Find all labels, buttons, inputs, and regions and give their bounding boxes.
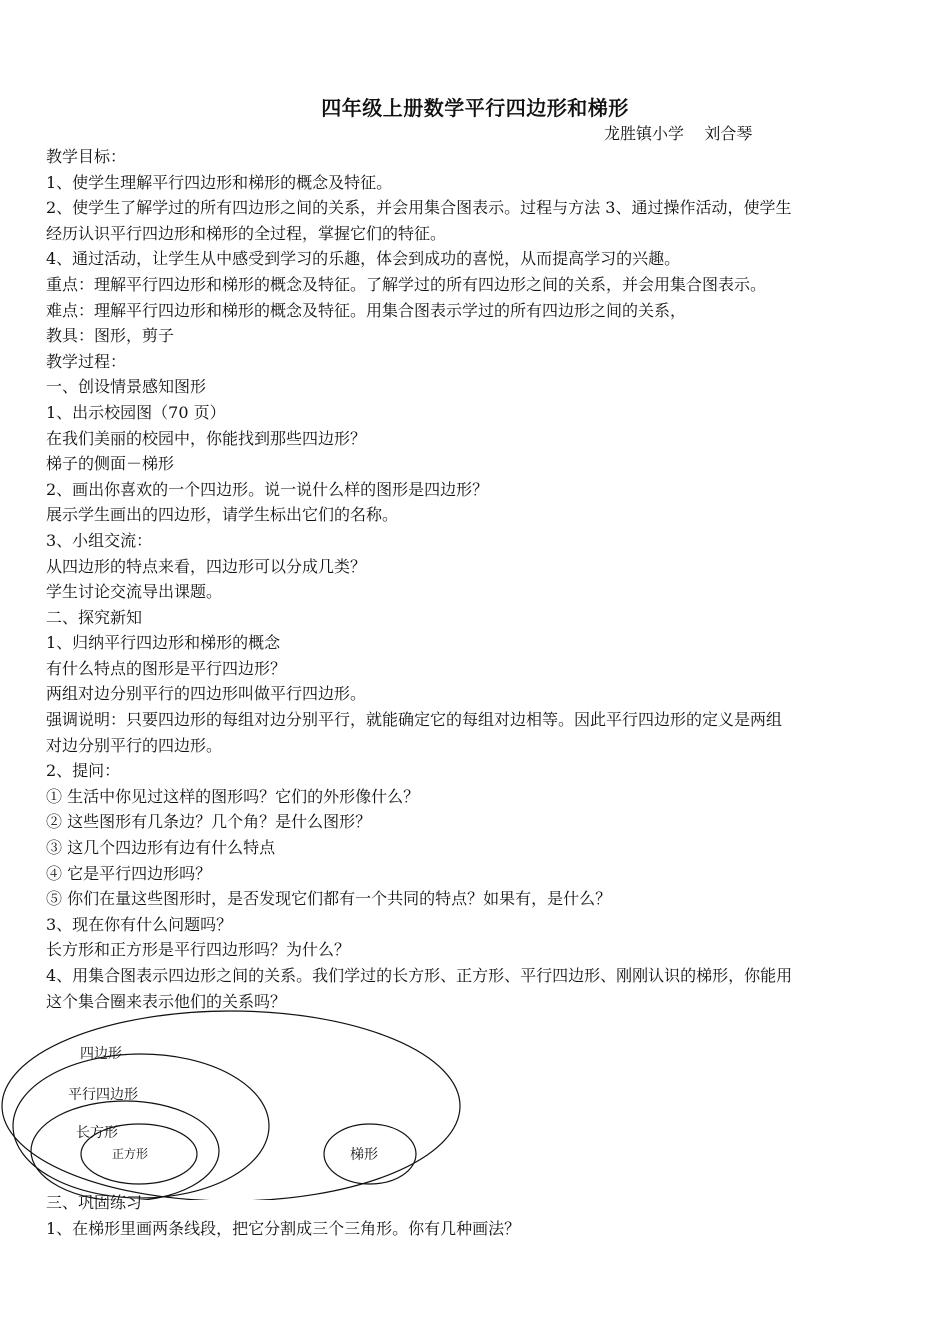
text-line: 对边分别平行的四边形。	[46, 735, 223, 755]
section-heading: 三、巩固练习	[46, 1193, 143, 1212]
text-line: 教学过程：	[46, 351, 127, 371]
exercise-section	[46, 1190, 908, 1241]
text-line: 4、用集合图表示四边形之间的关系。我们学过的长方形、正方形、平行四边形、刚刚认识的梯形，你能用	[46, 966, 793, 985]
body-text	[46, 144, 908, 1014]
text-line: 难点：理解平行四边形和梯形的概念及特征。用集合图表示学过的所有四边形之间的关系，	[46, 300, 687, 320]
quadrilateral-label: 四边形	[80, 1046, 122, 1062]
text-line: 长方形和正方形是平行四边形吗？为什么？	[46, 940, 351, 960]
text-line: 2、使学生了解学过的所有四边形之间的关系，并会用集合图表示。过程与方法 3、通过操作活动，使学生	[46, 198, 792, 218]
text-line: 教具：图形，剪子	[46, 326, 175, 346]
text-line: ④ 它是平行四边形吗？	[46, 863, 212, 883]
text-line: 二、探究新知	[46, 607, 143, 627]
text-line: ⑤ 你们在量这些图形时，是否发现它们都有一个共同的特点？如果有，是什么？	[46, 889, 612, 909]
author-line: 龙胜镇小学 刘合琴	[604, 124, 753, 143]
text-line: 2、提问：	[46, 761, 121, 781]
text-line: 3、小组交流：	[46, 530, 153, 550]
text-line: 1、归纳平行四边形和梯形的概念	[46, 633, 281, 653]
set-diagram	[0, 1000, 470, 1200]
text-line: ① 生活中你见过这样的图形吗？它们的外形像什么？	[46, 786, 420, 806]
trapezoid-label: 梯形	[350, 1147, 378, 1163]
text-line: 一、创设情景感知图形	[46, 377, 207, 397]
text-line: 2、画出你喜欢的一个四边形。说一说什么样的图形是四边形？	[46, 479, 489, 499]
text-line: 重点：理解平行四边形和梯形的概念及特征。了解学过的所有四边形之间的关系，并会用集合图表示。	[46, 274, 767, 294]
text-line: 3、现在你有什么问题吗？	[46, 914, 233, 934]
text-line: 1、在梯形里画两条线段，把它分割成三个三角形。你有几种画法？	[46, 1218, 521, 1238]
text-line: 展示学生画出的四边形，请学生标出它们的名称。	[46, 505, 399, 525]
text-line: ② 这些图形有几条边？几个角？是什么图形？	[46, 812, 372, 832]
text-line: 经历认识平行四边形和梯形的全过程，掌握它们的特征。	[46, 223, 447, 243]
parallelogram-label: 平行四边形	[68, 1087, 138, 1103]
text-line: 梯子的侧面－梯形	[46, 454, 175, 474]
text-line: 强调说明：只要四边形的每组对边分别平行，就能确定它的每组对边相等。因此平行四边形的定义是两组	[46, 710, 783, 730]
quadrilateral-set	[2, 1011, 460, 1200]
text-line: 两组对边分别平行的四边形叫做平行四边形。	[46, 684, 367, 704]
text-line: 在我们美丽的校园中，你能找到那些四边形？	[46, 428, 367, 448]
text-line: 1、出示校园图（70 页）	[46, 402, 226, 422]
square-label: 正方形	[112, 1147, 149, 1161]
text-line: 学生讨论交流导出课题。	[46, 582, 223, 602]
text-line: 1、使学生理解平行四边形和梯形的概念及特征。	[46, 172, 393, 192]
rectangle-label: 长方形	[76, 1125, 118, 1141]
text-line: 这个集合圈来表示他们的关系吗？	[46, 991, 287, 1011]
parallelogram-set	[13, 1054, 269, 1198]
text-line: ③ 这几个四边形有边有什么特点	[46, 838, 276, 858]
page-title: 四年级上册数学平行四边形和梯形	[321, 96, 629, 120]
text-line: 教学目标：	[46, 147, 127, 166]
text-line: 有什么特点的图形是平行四边形？	[46, 658, 287, 678]
text-line: 4、通过活动，让学生从中感受到学习的乐趣，体会到成功的喜悦，从而提高学习的兴趣。	[46, 249, 681, 269]
text-line: 从四边形的特点来看，四边形可以分成几类？	[46, 556, 367, 576]
